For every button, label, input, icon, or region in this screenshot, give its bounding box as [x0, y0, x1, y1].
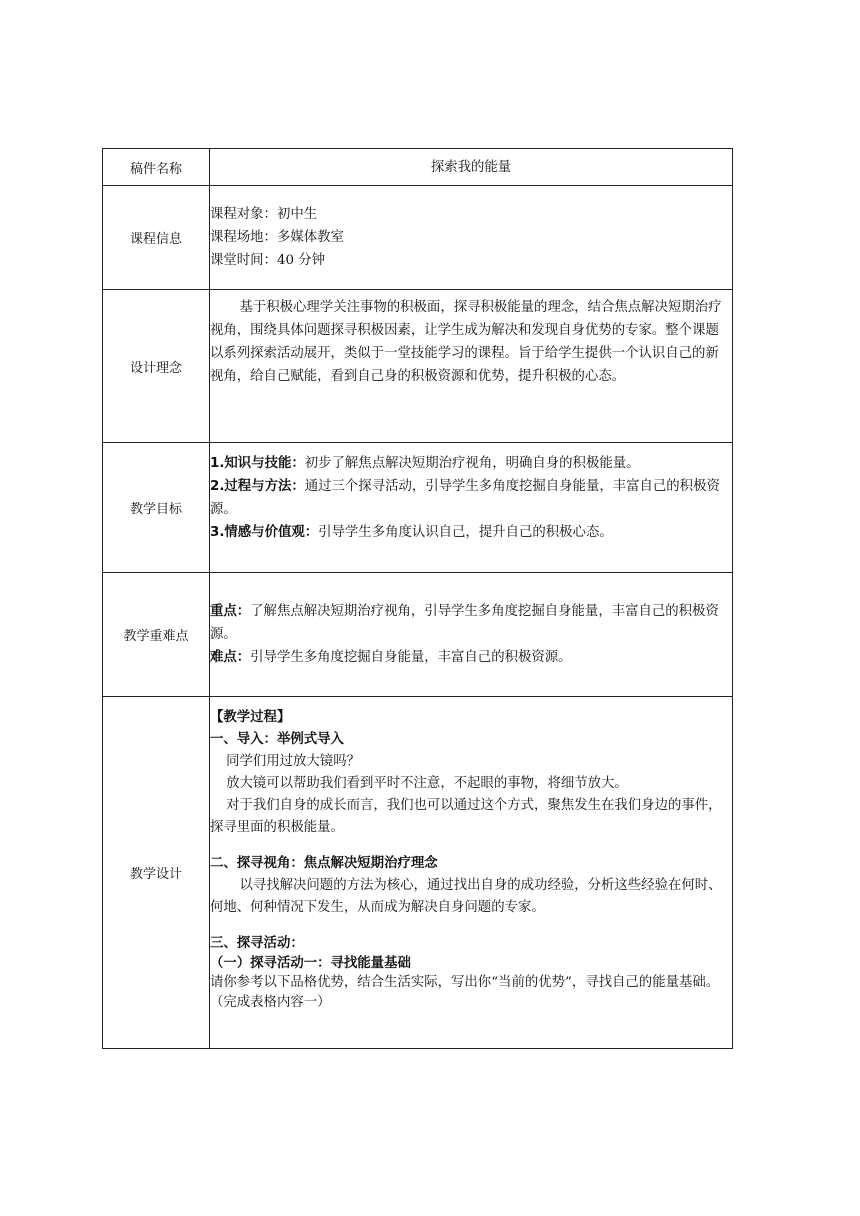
- value-keypoints: [210, 573, 733, 697]
- lesson-plan-table: [102, 148, 733, 1049]
- goal-head: 3.情感与价值观：: [210, 525, 319, 540]
- row-keypoints: [103, 573, 733, 697]
- label-concept: 设计理念: [103, 290, 210, 443]
- section-line: 请你参考以下品格优势，结合生活实际，写出你“当前的优势”，寻找自己的能量基础。（完成表格内容一）: [210, 975, 720, 1010]
- keypoint-item: [210, 646, 732, 669]
- goal-text: 引导学生多角度认识自己，提升自己的积极心态。: [318, 525, 613, 540]
- goal-text: 通过三个探寻活动，引导学生多角度挖掘自身能量，丰富自己的积极资源。: [210, 479, 720, 517]
- keypoint-item: [210, 600, 732, 646]
- keypoint-head: 重点：: [210, 604, 251, 619]
- concept-text: 基于积极心理学关注事物的积极面，探寻积极能量的理念，结合焦点解决短期治疗视角，围绕具体问题探寻积极因素，让学生成为解决和发现自身优势的专家。整个课题以系列探索活动展开，类似于一堂技能学习的课程。旨于给学生提供一个认识自己的新视角，给自己赋能，看到自己身的积极资源和优势，提升积极的心态。: [210, 300, 722, 384]
- section-title: 一、导入：举例式导入: [210, 732, 344, 747]
- section-line: 放大镜可以帮助我们看到平时不注意，不起眼的事物，将细节放大。: [226, 776, 628, 791]
- info-line: 课堂时间：40 分钟: [210, 253, 326, 268]
- section-title: 二、探寻视角：焦点解决短期治疗理念: [210, 856, 438, 871]
- process-title: 【教学过程】: [210, 710, 291, 725]
- label-keypoints: 教学重难点: [103, 573, 210, 697]
- value-name: 探索我的能量: [210, 149, 733, 186]
- goal-head: 1.知识与技能：: [210, 456, 305, 471]
- label-name: 稿件名称: [103, 149, 210, 186]
- label-design: 教学设计: [103, 697, 210, 1049]
- value-design: [210, 697, 733, 1049]
- row-concept: [103, 290, 733, 443]
- goal-head: 2.过程与方法：: [210, 479, 305, 494]
- section-line: 对于我们自身的成长而言，我们也可以通过这个方式，聚焦发生在我们身边的事件，探寻里面的积极能量。: [210, 798, 722, 835]
- keypoint-head: 难点：: [210, 650, 251, 665]
- keypoint-text: 引导学生多角度挖掘自身能量，丰富自己的积极资源。: [250, 650, 572, 665]
- value-goals: [210, 443, 733, 573]
- row-name: [103, 149, 733, 186]
- goal-item: [210, 475, 732, 521]
- section-line: 以寻找解决问题的方法为核心，通过找出自身的成功经验，分析这些经验在何时、何地、何种情况下发生，从而成为解决自身问题的专家。: [210, 878, 722, 915]
- row-goals: [103, 443, 733, 573]
- row-design: [103, 697, 733, 1049]
- value-info: [210, 186, 733, 290]
- keypoint-text: 了解焦点解决短期治疗视角，引导学生多角度挖掘自身能量，丰富自己的积极资源。: [210, 604, 719, 642]
- label-info: 课程信息: [103, 186, 210, 290]
- subsection-title: （一）探寻活动一：寻找能量基础: [210, 956, 411, 971]
- info-line: 课程对象：初中生: [210, 207, 318, 222]
- row-info: [103, 186, 733, 290]
- section-line: 同学们用过放大镜吗？: [226, 754, 360, 769]
- goal-item: [210, 521, 732, 544]
- goal-item: [210, 452, 732, 475]
- label-goals: 教学目标: [103, 443, 210, 573]
- info-line: 课程场地：多媒体教室: [210, 230, 344, 245]
- section-title: 三、探寻活动：: [210, 936, 304, 951]
- goal-text: 初步了解焦点解决短期治疗视角，明确自身的积极能量。: [304, 456, 640, 471]
- value-concept: [210, 290, 733, 443]
